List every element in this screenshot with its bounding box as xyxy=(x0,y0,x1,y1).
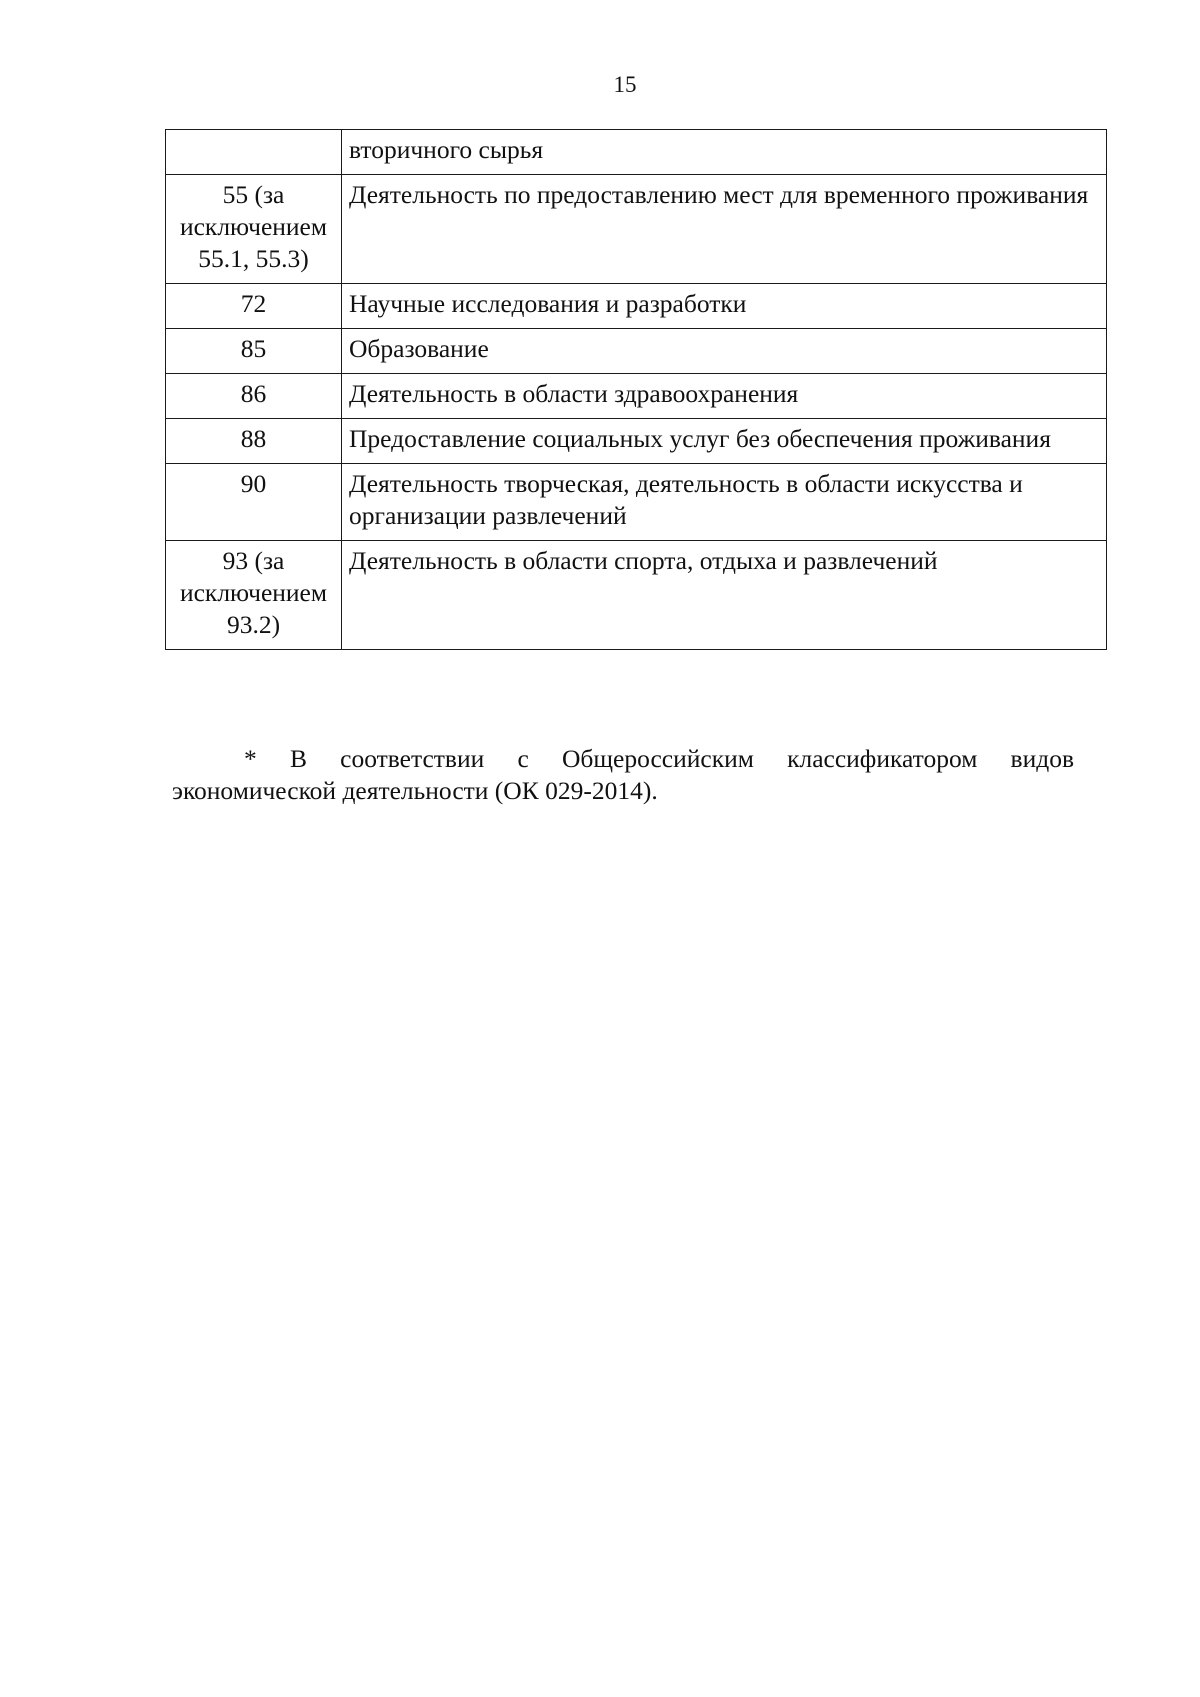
activity-description-cell: Образование xyxy=(342,329,1107,374)
table-row xyxy=(166,541,1107,650)
table-row xyxy=(166,175,1107,284)
activity-code-cell: 55 (за исключением 55.1, 55.3) xyxy=(166,175,342,284)
activity-code-cell xyxy=(166,130,342,175)
activity-description-cell: Деятельность по предоставлению мест для временного проживания xyxy=(342,175,1107,284)
okved-activity-table xyxy=(165,129,1107,650)
activity-description-cell: вторичного сырья xyxy=(342,130,1107,175)
table-row xyxy=(166,374,1107,419)
activity-code-cell: 93 (за исключением 93.2) xyxy=(166,541,342,650)
footnote: * В соответствии с Общероссийским классификатором видов экономической деятельности (ОК 029-2014). xyxy=(172,743,1074,805)
page-number: 15 xyxy=(613,72,637,97)
activity-description-cell: Научные исследования и разработки xyxy=(342,284,1107,329)
activity-code-cell: 86 xyxy=(166,374,342,419)
activity-description-cell: Деятельность творческая, деятельность в области искусства и организации развлечений xyxy=(342,464,1107,541)
activity-code-cell: 90 xyxy=(166,464,342,541)
table-row xyxy=(166,130,1107,175)
activity-description-cell: Деятельность в области здравоохранения xyxy=(342,374,1107,419)
table-row xyxy=(166,284,1107,329)
activity-code-cell: 85 xyxy=(166,329,342,374)
table-row xyxy=(166,464,1107,541)
table-row xyxy=(166,419,1107,464)
activity-code-cell: 88 xyxy=(166,419,342,464)
activity-code-cell: 72 xyxy=(166,284,342,329)
table-row xyxy=(166,329,1107,374)
activity-description-cell: Предоставление социальных услуг без обеспечения проживания xyxy=(342,419,1107,464)
activity-description-cell: Деятельность в области спорта, отдыха и развлечений xyxy=(342,541,1107,650)
